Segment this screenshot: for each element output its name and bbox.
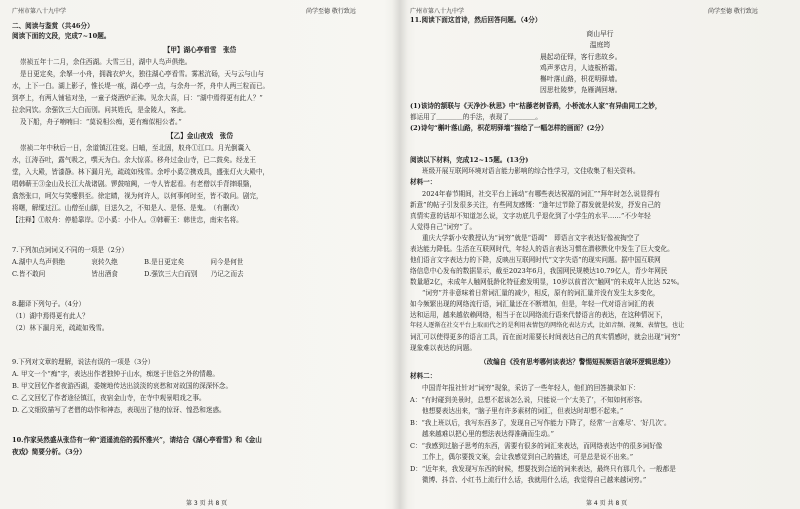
material-1-line: 人觉得自己“词穷”了。	[410, 223, 477, 231]
passage-b-line: 翕然张口，呵欠与笑嚏俱至。徐定睛，视为何许人，以何事何时至，皆不敢问。剧完，	[12, 192, 263, 200]
material-1-line: 数量超2亿，未成年人触网低龄化特征愈发明显，10岁以前首次“触网”的未成年人比达 52%。	[410, 278, 684, 286]
passage-a-line: 拉余同饮。余强饮三大白而别。问其姓氏，是金陵人，客此。	[12, 106, 191, 114]
left-school-header: 广州市第八十九中学	[12, 8, 67, 15]
question-7: 7.下列加点词词义不同的一项是（2分）	[12, 246, 128, 254]
passage-b-line: 崇祯二年中秋后一日，余道镇江往兖。日晡，至北固，舣舟①江口。月光倒囊入	[20, 144, 251, 152]
question-8: 8.翻译下列句子。（4分）	[12, 300, 86, 308]
passage-a-line: 到亭上，有两人铺毡对坐，一童子烧酒炉正沸。见余大喜，曰：“湖中焉得更有此人？”	[12, 94, 263, 102]
poem-line: 鸡声茅店月，人迹板桥霜。	[540, 64, 622, 72]
material-2-answer-c-cont: 工作上，偶尔要拨文案，会让我感觉到自己的描述，可是总是说不出来。”	[422, 453, 634, 461]
poem-author: 温庭筠	[589, 41, 611, 49]
material-1-line: 表达能力降低。生活在互联网时代，年轻人的语言表达习惯在潜移默化中发生了巨大变化。	[410, 245, 674, 253]
right-page	[400, 0, 800, 509]
passage-b-line: 唱韩蕲王③金山及长江大战诸剧。锣鼓喧阗，一寺人皆起看。有老僧以手背摔眼翳，	[12, 180, 256, 188]
question-11: 11.阅读下面这首诗，然后回答问题。（4分）	[410, 16, 542, 24]
material-1-line: 年轻人逐渐在社交平台上取而代之的是利用表情包的网络化表达方式，比如音频、视频、表情包，也让	[410, 322, 685, 329]
material-2-intro: 中国青年报社针对“词穷”现象，采访了一些年轻人，他们的回答摘录如下：	[422, 384, 640, 392]
material-1-line: 新意”的帖子引发很多关注，有些网友感慨：“逢年过节除了群发就是转发，抒发自己的	[410, 201, 661, 209]
right-page-number: 第 4 页 共 8 页	[586, 500, 628, 507]
annotation-note: 【注释】①舣舟：停船靠岸。②小奚：小仆人。③韩蕲王：韩世忠，南宋名将。	[12, 216, 243, 224]
question-9-option-d: D. 乙文细致描写了老僧的动作和神态，表现出了他的惊讶、惶恐和迷惑。	[12, 406, 226, 414]
material-2-answer-a-cont: 他想要表达出来，“脑子里有许多素材的词汇，但表达时却想不起来。”	[422, 407, 624, 415]
question-11-2: (2)诗句“槲叶落山路，枳花明驿墙”描绘了一幅怎样的画面？(2分）	[410, 124, 608, 132]
left-page-number: 第 3 页 共 8 页	[186, 500, 228, 507]
material-2-answer-b-cont: 越来越难以把心里的想法表达得准确而生动。”	[422, 430, 554, 438]
question-9-option-b: B. 甲文回忆作者夜游西湖，委婉地传达出淡淡的哀愁和对故国的深深怀念。	[12, 382, 233, 390]
question-10-cont: 夜戏》简要分析。（3分）	[12, 448, 86, 456]
question-7-options-cd: C.皆不敢问 皆出酒食 D.强饮三大白而别 乃记之而去	[12, 270, 244, 278]
passage-a-line: 及下船，舟子喃喃曰：“莫说相公痴，更有痴似相公者。”	[20, 118, 182, 126]
material-2-answer-a: A：“有时碰到美景时，总想不起该怎么说，只能说一个‘太美了’，不知如何形容。	[410, 396, 647, 404]
question-9-option-a: A. 甲文一个“痴”字，表达出作者独钟于山水，痴迷于世俗之外的情趣。	[12, 370, 219, 378]
material-2-answer-b: B：“我上班以后，我写东西多了，发现自己写作能力下降了，经常‘一言难尽’、‘好几次’。	[410, 419, 671, 427]
passage-b-title: 【乙】金山夜戏 张岱	[167, 132, 233, 140]
material-1-line: 2024年春节期间，社交平台上涌动“有哪些表达祝福的词汇”“拜年时怎么说显得有	[422, 190, 660, 198]
material-1-line: 达和运用，越来越依赖网络，相当于在以网络流行语来代替语言的表达，在这种情况下，	[410, 311, 668, 319]
poem-line: 槲叶落山路，枳花明驿墙。	[540, 75, 622, 83]
reading-section-title: 阅读以下材料，完成12~15题。(13分)	[410, 156, 529, 164]
passage-a-line: 是日更定矣，余拏一小舟，拥毳衣炉火，独往湖心亭看雪。雾凇沆砀，天与云与山与	[20, 70, 264, 78]
material-1-line: 如今频繁出现的网络流行语，词汇量还在不断增加，但是，年轻一代对语言词汇的表	[410, 300, 654, 308]
material-2-answer-c: C：“我感到过脑子思考的东西，需要有很多的词汇来表达，而网络表达中的很多词好像	[410, 442, 663, 450]
question-7-options-ab: A.湖中人鸟声俱绝 哀转久绝 B.是日更定矣 问今是何世	[12, 258, 244, 266]
question-11-1-blanks: 都运用了＿＿＿＿的手法，表现了＿＿＿＿。	[410, 113, 542, 121]
passage-a-line: 崇祯五年十二月，余住西湖。大雪三日，湖中人鸟声俱绝。	[20, 58, 192, 66]
passage-a-title: 【甲】湖心亭看雪 张岱	[163, 46, 237, 54]
material-1-line: 他们语言文字表达力的下降，反映出互联网时代“文字失语”的现实问题。据中国互联网	[410, 256, 661, 264]
poem-title: 商山早行	[586, 30, 614, 38]
section-title: 二、阅读与鉴赏（共46分）	[12, 22, 94, 30]
left-motto: 尚学至德 敬行致远	[306, 8, 356, 15]
material-1-source: （改编自《没有思考哪何谈表达？警惕短视频语言破坏逻辑思维》）	[480, 358, 675, 366]
poem-line: 因思杜陵梦，凫雁满回塘。	[540, 86, 622, 94]
question-10: 10.作家吴然盛从张岱有一种“逍遥流俗的孤怀雅兴”，请结合《湖心亭看雪》和《金山	[12, 436, 262, 444]
right-school-header: 广州市第八十九中学	[410, 8, 465, 15]
material-1-line: 真情实意的话却不知道怎么说，文字功底几乎退化到了小学生的水平……”不少年轻	[410, 212, 651, 220]
material-1-line: “词穷”并非意味着日常词汇量的减少，相反，原有的词汇量并没有发生太多变化，	[422, 289, 660, 297]
material-1-line: 重庆大学新小安教授认为“词穷”就是“语竭” 即语言文字表达好像被掏空了	[422, 234, 640, 242]
question-11-1: (1)该诗的颔联与《天净沙·秋思》中“枯藤老树昏鸦，小桥流水人家”有异曲同工之妙，	[410, 102, 662, 110]
passage-b-line: 堂，入大殿，皆漆静。林下漏月光，疏疏如残雪。余呼小奚②携戏具，盛张灯火大殿中，	[12, 168, 270, 176]
question-8-item-1: （1）湖中焉得更有此人？	[12, 312, 89, 320]
passage-a-line: 水，上下一白。湖上影子，惟长堤一痕，湖心亭一点，与余舟一芥，舟中人两三粒而已。	[12, 82, 270, 90]
reading-instruction: 阅读下面的文段，完成7~10题。	[12, 32, 111, 40]
reading-intro: 班级开展互联网环境对语言能力影响的综合性学习，文佳收集了相关资料。	[422, 167, 640, 175]
material-1-title: 材料一：	[410, 178, 437, 186]
material-2-answer-d: D：“近年来，我发现写东西的时候，想要找到合适的词来表达，最终只有那几个。一般都是	[410, 465, 676, 473]
poem-line: 晨起动征铎，客行悲故乡。	[540, 53, 622, 61]
right-motto: 尚学至德 敬行致远	[708, 8, 758, 15]
material-1-line: 现象难以表达的问题。	[410, 344, 476, 352]
material-2-title: 材料二：	[410, 372, 437, 380]
material-1-line: 络信息中心发布的数据显示，截至2023年6月，我国网民规模达10.79亿人，青少年网民	[410, 267, 668, 275]
question-9: 9.下列对文章的理解，说法有误的一项是（3分）	[12, 358, 155, 366]
question-8-item-2: （2）林下漏月光，疏疏如残雪。	[12, 324, 109, 332]
material-1-line: 词汇可以使得更多的语言工具，而在面对需要长时间表达自己的真实情感时，就会出现“词穷”	[410, 333, 681, 341]
material-2-answer-d-cont: 微博、抖音、小红书上流行什么话，我就用什么话，我觉得自己越来越词穷。”	[422, 476, 647, 484]
passage-b-line: 将曙，解缆过江。山僧至山脚，目送久之，不知是人、是怪、是鬼。 （有删改）	[12, 204, 243, 212]
question-9-option-c: C. 乙文回忆了作者途径镇江，夜宿金山寺，在寺中观景唱戏之事。	[12, 394, 206, 402]
passage-b-line: 水，江涛吞吐，露气吸之，噀天为白。余大惊喜。移舟过金山寺，已二鼓矣。经龙王	[12, 156, 256, 164]
